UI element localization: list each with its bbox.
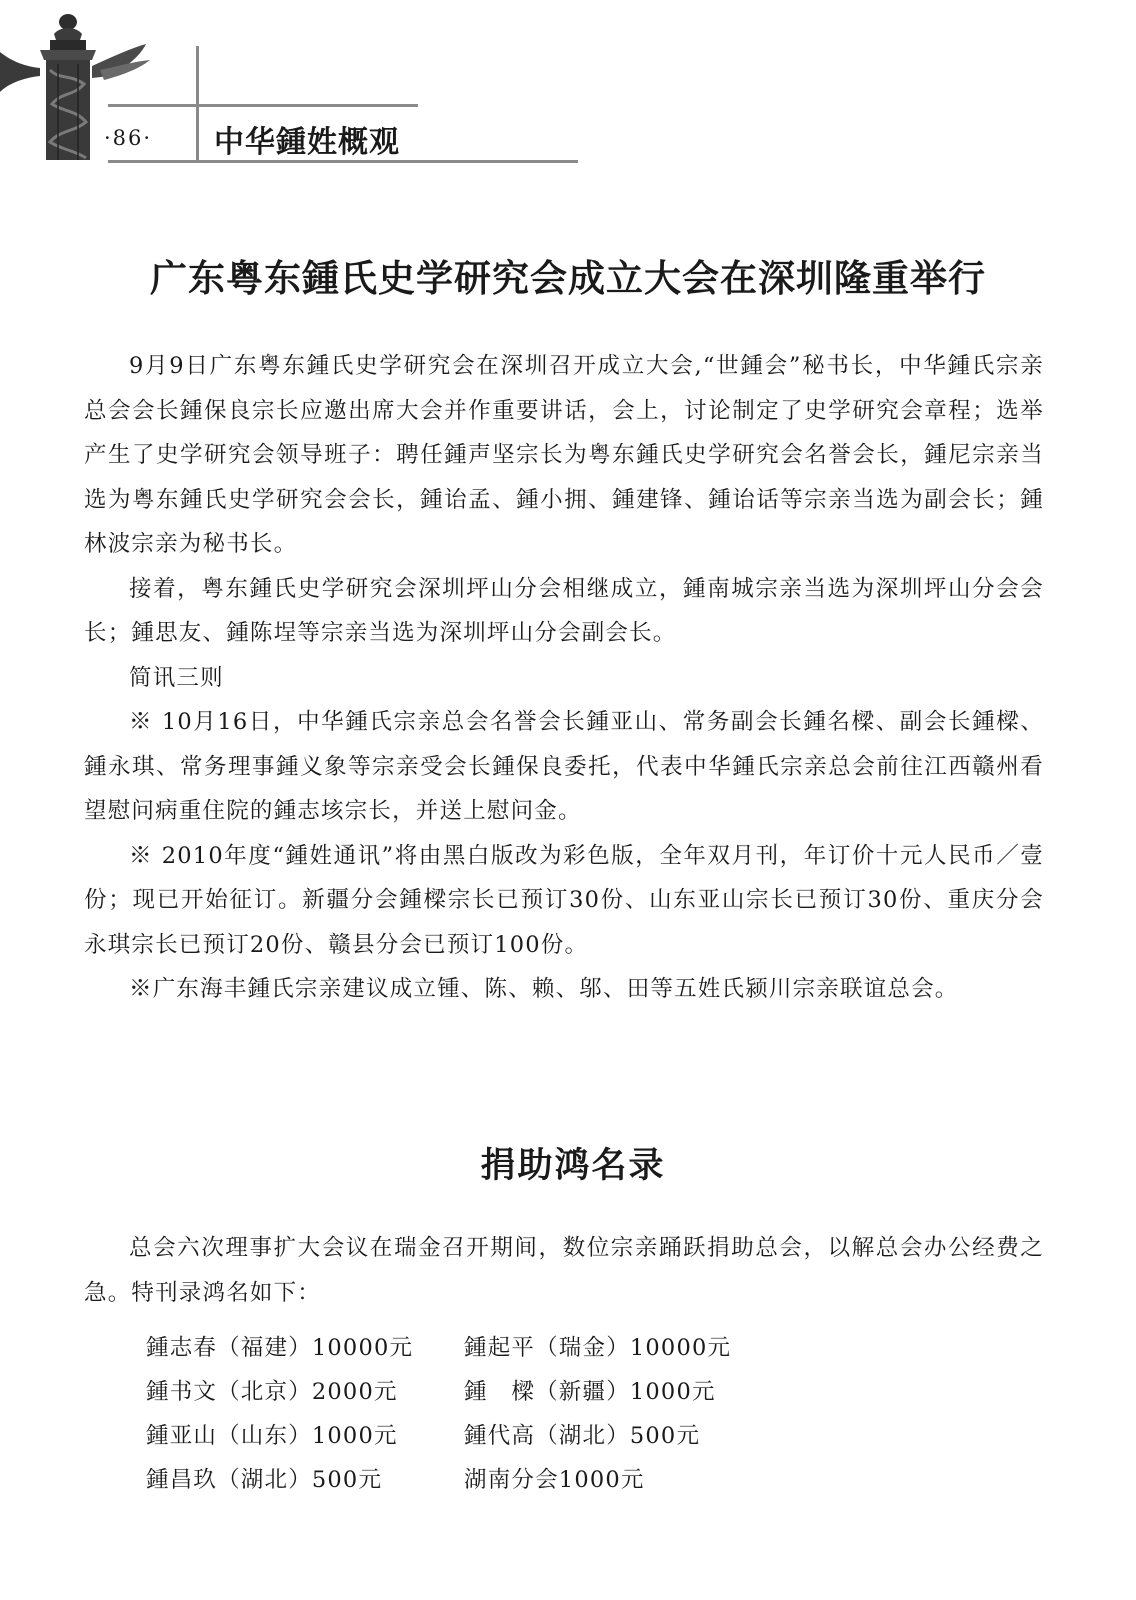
- donor-entry: 鍾志春（福建）10000元: [146, 1335, 414, 1361]
- header-rule-vertical: [196, 46, 199, 162]
- donor-entry: 鍾书文（北京）2000元: [146, 1379, 398, 1405]
- donors-intro: [84, 1226, 1044, 1315]
- article-body: [84, 344, 1044, 1012]
- donor-row: [146, 1414, 906, 1458]
- donors-title: 捐助鸿名录: [480, 1145, 666, 1186]
- page-header: [0, 0, 1136, 170]
- donor-entry: 鍾 樑（新疆）1000元: [464, 1379, 716, 1405]
- donor-entry: 鍾昌玖（湖北）500元: [146, 1467, 383, 1493]
- donor-entry: 鍾起平（瑞金）10000元: [464, 1335, 732, 1361]
- donor-entry: 湖南分会1000元: [464, 1467, 645, 1493]
- donor-row: [146, 1326, 906, 1370]
- header-rule-top: [108, 104, 418, 107]
- brief-news-item: ※广东海丰鍾氏宗亲建议成立锺、陈、赖、邬、田等五姓氏颍川宗亲联谊总会。: [129, 976, 959, 1002]
- brief-news-item: ※ 10月16日，中华鍾氏宗亲总会名誉会长鍾亚山、常务副会长鍾名樑、副会长鍾樑、鍾永琪、常务理事鍾义象等宗亲受会长鍾保良委托，代表中华鍾氏宗亲总会前往江西赣州看望慰问病重住院的鍾志垓宗长，并送上慰问金。: [84, 709, 1044, 824]
- donors-intro-text: 总会六次理事扩大会议在瑞金召开期间，数位宗亲踊跃捐助总会，以解总会办公经费之急。特刊录鸿名如下：: [84, 1235, 1044, 1306]
- donor-entry: 鍾代高（湖北）500元: [464, 1423, 701, 1449]
- donor-row: [146, 1370, 906, 1414]
- donor-row: [146, 1458, 906, 1502]
- section-title: 中华鍾姓概观: [214, 125, 400, 160]
- brief-news-item: ※ 2010年度“鍾姓通讯”将由黑白版改为彩色版，全年双月刊，年订价十元人民币／壹份；现已开始征订。新疆分会鍾樑宗长已预订30份、山东亚山宗长已预订30份、重庆分会永琪宗长已预订20份、赣县分会已预订100份。: [84, 842, 1044, 958]
- donor-list: [146, 1326, 906, 1502]
- article-paragraph: 接着，粤东鍾氏史学研究会深圳坪山分会相继成立，鍾南城宗亲当选为深圳坪山分会会长；鍾思友、鍾陈埕等宗亲当选为深圳坪山分会副会长。: [84, 575, 1044, 646]
- donor-entry: 鍾亚山（山东）1000元: [146, 1423, 398, 1449]
- brief-news-heading: 简讯三则: [129, 664, 224, 691]
- article-paragraph: 9月9日广东粤东鍾氏史学研究会在深圳召开成立大会,“世鍾会”秘书长，中华鍾氏宗亲总会会长鍾保良宗长应邀出席大会并作重要讲话，会上，讨论制定了史学研究会章程；选举产生了史学研究会领导班子：聘任鍾声坚宗长为粤东鍾氏史学研究会名誉会长，鍾尼宗亲当选为粤东鍾氏史学研究会会长，鍾诒孟、鍾小拥、鍾建锋、鍾诒话等宗亲当选为副会长；鍾林波宗亲为秘书长。: [84, 353, 1044, 557]
- article-title: 广东粤东鍾氏史学研究会成立大会在深圳隆重举行: [150, 256, 986, 300]
- page-number: ·86·: [104, 126, 153, 150]
